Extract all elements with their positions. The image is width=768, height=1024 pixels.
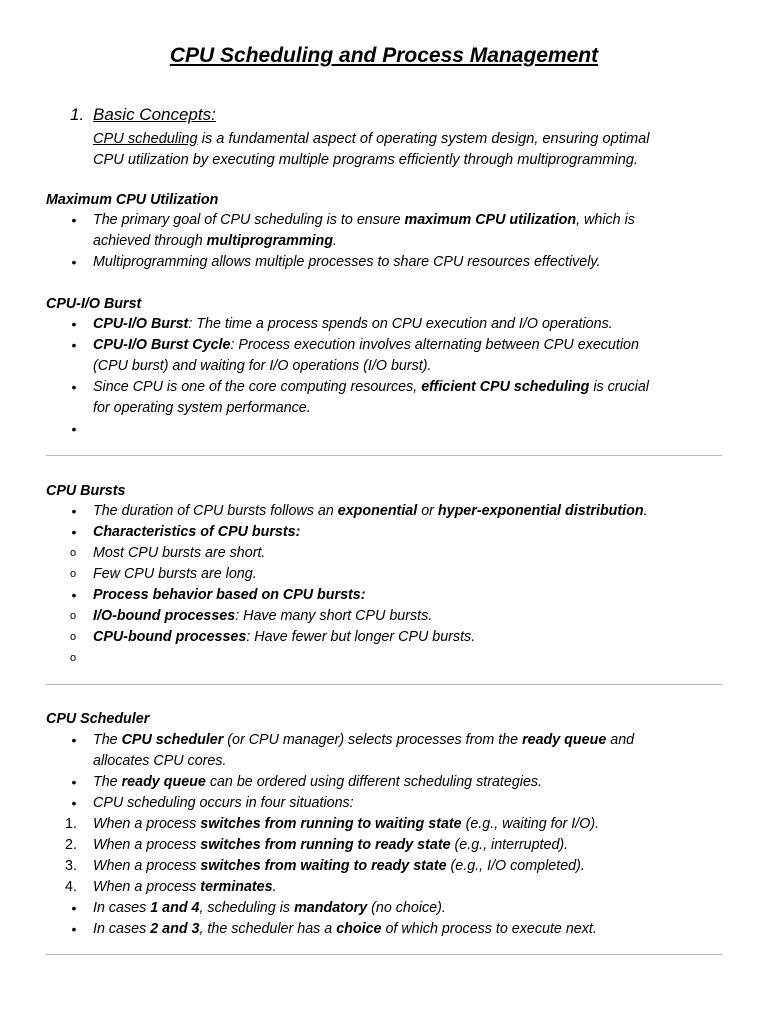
bullet-icon: • (71, 212, 77, 228)
text-run: CPU-I/O Burst (93, 316, 189, 332)
text-run: terminates (200, 879, 273, 895)
list-number: 2. (65, 837, 77, 853)
text-run: switches from waiting to ready state (200, 858, 447, 874)
text-run: can be ordered using different scheduling strategies. (205, 774, 543, 790)
bullet-icon: • (71, 337, 77, 353)
circle-bullet-icon: o (69, 652, 77, 664)
text-run: Few CPU bursts are long. (93, 566, 257, 582)
list-item (46, 585, 726, 606)
list-item (46, 377, 726, 419)
text-run: or (417, 503, 438, 519)
ordered-list-item (0, 835, 726, 856)
list-number: 3. (65, 858, 77, 874)
list-item-empty (46, 419, 726, 440)
text-run: , the scheduler has a (199, 921, 337, 937)
bullet-icon: • (71, 587, 77, 603)
list-number: 1. (65, 816, 77, 832)
circle-bullet-icon: o (69, 610, 77, 622)
text-run: The (93, 732, 122, 748)
bullet-icon: • (71, 900, 77, 916)
circle-bullet-icon: o (69, 631, 77, 643)
text-run: . (643, 503, 648, 519)
text-run: CPU-I/O Burst Cycle (93, 337, 231, 353)
text-run: Most CPU bursts are short. (93, 545, 266, 561)
divider (46, 954, 722, 955)
list-number: 4. (65, 879, 77, 895)
basic-concepts-section (70, 104, 730, 171)
list-item (46, 314, 726, 335)
text-run: mandatory (294, 900, 368, 916)
page-title: CPU Scheduling and Process Management (169, 44, 599, 67)
list-item (46, 730, 726, 772)
section-title-cpu-scheduler: CPU Scheduler (46, 711, 150, 727)
text-run: Since CPU is one of the core computing resources, (93, 379, 422, 395)
circle-bullet-icon: o (69, 547, 77, 559)
sub-list-item (0, 606, 726, 627)
sub-list-item (0, 564, 726, 585)
bullet-icon: • (71, 795, 77, 811)
text-run: I/O-bound processes (93, 608, 236, 624)
section-title-cpu-io-burst: CPU-I/O Burst (46, 296, 142, 312)
text-run: is crucial (589, 379, 649, 395)
text-run: Characteristics of CPU bursts: (93, 524, 301, 540)
text-run: (e.g., waiting for I/O). (461, 816, 600, 832)
ordered-list-item (0, 814, 726, 835)
text-run: 2 and 3 (150, 921, 200, 937)
text-run: When a process (93, 879, 201, 895)
underlined-term: CPU scheduling (93, 131, 198, 147)
section-title-max-utilization: Maximum CPU Utilization (46, 192, 219, 208)
text-run: efficient CPU scheduling (421, 379, 590, 395)
text-run: When a process (93, 858, 201, 874)
text-run: In cases (93, 900, 151, 916)
bullet-icon: • (71, 921, 77, 937)
bullet-icon: • (71, 774, 77, 790)
text-run: : Process execution involves alternating between CPU execution (230, 337, 639, 353)
text-run: The primary goal of CPU scheduling is to ensure (93, 212, 405, 228)
text-run: . (272, 879, 277, 895)
text-run: : Have fewer but longer CPU bursts. (246, 629, 476, 645)
text-run: choice (336, 921, 382, 937)
section-title-cpu-bursts: CPU Bursts (46, 483, 126, 499)
list-item (46, 335, 726, 377)
text-run: switches from running to waiting state (200, 816, 462, 832)
text-run: (e.g., interrupted). (450, 837, 569, 853)
text-run: (e.g., I/O completed). (446, 858, 585, 874)
text-run: CPU scheduler (121, 732, 224, 748)
bullet-icon: • (71, 379, 77, 395)
max-utilization-list (46, 210, 726, 273)
text-run: In cases (93, 921, 151, 937)
cpu-io-burst-list (46, 314, 726, 440)
text-run: The duration of CPU bursts follows an (93, 503, 338, 519)
text-run: : Have many short CPU bursts. (235, 608, 433, 624)
text-run: ready queue (522, 732, 607, 748)
sub-list-item-empty (0, 648, 726, 669)
sub-list-item (0, 627, 726, 648)
text-run: (no choice). (367, 900, 446, 916)
divider (46, 455, 722, 456)
text-run: and (606, 732, 635, 748)
text-run: exponential (337, 503, 418, 519)
list-item (46, 772, 726, 793)
ordered-list-item (0, 877, 726, 898)
list-item (46, 210, 726, 252)
list-item (46, 898, 726, 919)
paragraph-text: CPU utilization by executing multiple programs efficiently through multiprogramming. (93, 152, 639, 168)
text-run: CPU-bound processes (93, 629, 247, 645)
sub-list-item (0, 543, 726, 564)
paragraph-text: is a fundamental aspect of operating system design, ensuring optimal (197, 131, 650, 147)
cpu-bursts-list (46, 501, 726, 669)
basic-concepts-heading (70, 104, 730, 126)
text-run: (CPU burst) and waiting for I/O operations (I/O burst). (93, 358, 432, 374)
text-run: ready queue (121, 774, 206, 790)
text-run: 1 and 4 (150, 900, 200, 916)
text-run: maximum CPU utilization (404, 212, 577, 228)
text-run: of which process to execute next. (381, 921, 597, 937)
bullet-icon: • (71, 503, 77, 519)
bullet-icon: • (71, 421, 77, 437)
cpu-scheduler-list (46, 730, 726, 940)
basic-concepts-paragraph (70, 129, 730, 171)
text-run: (or CPU manager) selects processes from the (223, 732, 523, 748)
list-item (46, 522, 726, 543)
text-run: Process behavior based on CPU bursts: (93, 587, 366, 603)
bullet-icon: • (71, 732, 77, 748)
text-run: Multiprogramming allows multiple processes to share CPU resources effectively. (93, 254, 601, 270)
text-run: : The time a process spends on CPU execution and I/O operations. (188, 316, 613, 332)
text-run: . (332, 233, 337, 249)
text-run: The (93, 774, 122, 790)
text-run: CPU scheduling occurs in four situations: (93, 795, 354, 811)
heading-number: 1. (70, 105, 85, 124)
list-item (46, 501, 726, 522)
heading-text: Basic Concepts: (93, 105, 216, 124)
circle-bullet-icon: o (69, 568, 77, 580)
text-run: When a process (93, 816, 201, 832)
list-item (46, 252, 726, 273)
text-run: allocates CPU cores. (93, 753, 227, 769)
list-item (46, 919, 726, 940)
bullet-icon: • (71, 316, 77, 332)
text-run: switches from running to ready state (200, 837, 451, 853)
text-run: , scheduling is (199, 900, 295, 916)
text-run: achieved through (93, 233, 207, 249)
list-item (46, 793, 726, 814)
text-run: , which is (576, 212, 635, 228)
bullet-icon: • (71, 254, 77, 270)
text-run: When a process (93, 837, 201, 853)
bullet-icon: • (71, 524, 77, 540)
text-run: hyper-exponential distribution (437, 503, 644, 519)
divider (46, 684, 722, 685)
text-run: for operating system performance. (93, 400, 311, 416)
ordered-list-item (0, 856, 726, 877)
text-run: multiprogramming (206, 233, 333, 249)
